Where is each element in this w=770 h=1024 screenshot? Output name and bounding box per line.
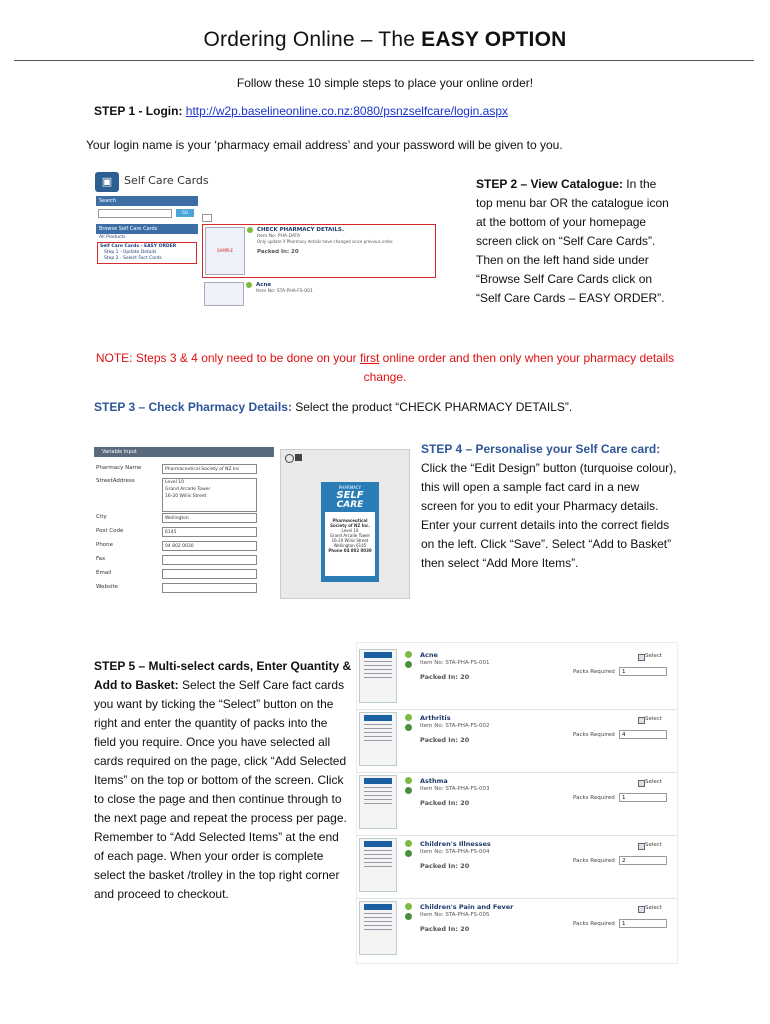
sc-acne-item: Item No: STA-PHA-FS-001 [256, 289, 313, 294]
sc-edit-icon[interactable] [247, 227, 253, 233]
select-checkbox[interactable] [638, 780, 645, 787]
var-input-pharmacy[interactable]: Pharmaceutical Society of NZ Inc [162, 464, 257, 474]
packs-label: Packs Required [573, 732, 615, 738]
packs-input[interactable]: 1 [619, 667, 667, 676]
sc-header [94, 170, 434, 194]
var-input-phone[interactable]: 04 802 0030 [162, 541, 257, 551]
product-item: Item No: STA-PHA-FS-005 [420, 912, 490, 918]
card-details: Pharmaceutical Society of NZ Inc. Level 10 Grand Arcade Tower 16-20 Willis Street Wellington 6145 Phone 04 802 0030 [325, 512, 375, 576]
info-icon[interactable] [405, 661, 412, 668]
sc-sidebar [96, 196, 198, 296]
card-top-label: PHARMACY [338, 485, 362, 490]
info-icon[interactable] [405, 913, 412, 920]
sc-product-name: CHECK PHARMACY DETAILS. [257, 227, 344, 233]
product-thumb [359, 901, 397, 955]
note-first: first [359, 351, 380, 365]
info-icon[interactable] [405, 787, 412, 794]
sc-product-desc: Only update if Pharmacy details have changed since previous order. [257, 239, 394, 244]
sc-search-input[interactable] [98, 209, 172, 218]
sc-step2-link[interactable]: Step 2 - Select Fact Cards [104, 256, 162, 261]
sc-product-pack: Packed In: 20 [257, 249, 299, 255]
select-label: Select [645, 779, 662, 785]
select-label: Select [645, 842, 662, 848]
select-label: Select [645, 716, 662, 722]
multi-select-screenshot [356, 642, 678, 964]
sc-go-button[interactable]: GO [176, 209, 194, 217]
edit-icon[interactable] [405, 651, 412, 658]
note-text: NOTE: Steps 3 & 4 only need to be done on your first online order and then only when your pharmacy details change. [95, 351, 675, 384]
select-label: Select [645, 653, 662, 659]
sc-easy-order-link[interactable]: Self Care Cards - EASY ORDER [100, 244, 177, 249]
select-checkbox[interactable] [638, 843, 645, 850]
edit-icon[interactable] [405, 903, 412, 910]
card-self: SELF [336, 490, 364, 501]
sc-acne-icon[interactable] [246, 282, 252, 288]
product-name: Arthritis [420, 714, 451, 722]
sc-view-toggle[interactable] [202, 214, 212, 222]
edit-icon[interactable] [405, 714, 412, 721]
product-pack: Packed In: 20 [420, 673, 470, 681]
var-input-website[interactable] [162, 583, 257, 593]
edit-icon[interactable] [405, 840, 412, 847]
product-thumb [359, 712, 397, 766]
product-item: Item No: STA-PHA-FS-002 [420, 723, 490, 729]
intro-text: Follow these 10 simple steps to place your online order! [236, 76, 534, 90]
var-label: Pharmacy Name [96, 465, 142, 471]
product-row [357, 836, 677, 899]
sc-step1-link[interactable]: Step 1 - Update Details [104, 250, 157, 255]
var-header: Variable Input [94, 447, 274, 457]
step4-text: STEP 4 – Personalise your Self Care card: Click the “Edit Design” button (turquoise colour), this will open a sample fact card in a new screen for you to edit your Pharmacy details. Enter your current details into the correct fields on the left. Click “Save”. Select “Add to Basket” then select “Add More Items”. [421, 442, 677, 570]
product-item: Item No: STA-PHA-FS-001 [420, 660, 490, 666]
var-label: Website [96, 584, 118, 590]
product-row [357, 773, 677, 836]
catalogue-icon: ▣ [95, 172, 119, 192]
variable-input-screenshot [94, 447, 408, 597]
product-pack: Packed In: 20 [420, 799, 470, 807]
self-care-cards-screenshot [94, 170, 434, 305]
var-input-postcode[interactable]: 6145 [162, 527, 257, 537]
packs-label: Packs Required [573, 921, 615, 927]
sc-easy-order-box [97, 242, 197, 264]
step1-label: STEP 1 - Login: [94, 104, 183, 118]
select-checkbox[interactable] [638, 654, 645, 661]
step4-label: STEP 4 – Personalise your Self Care card: [421, 442, 661, 456]
step3-text: STEP 3 – Check Pharmacy Details: Select the product “CHECK PHARMACY DETAILS”. [94, 400, 573, 414]
sc-search-header: Search [96, 196, 198, 206]
product-thumb [359, 775, 397, 829]
sc-browse-header: Browse Self Care Cards [96, 224, 198, 234]
var-input-address[interactable]: Level 10 Grand Arcade Tower 16-20 Willis Street [162, 478, 257, 512]
var-label: Phone [96, 542, 114, 548]
product-name: Acne [420, 651, 438, 659]
page-title: Ordering Online – The EASY OPTION [203, 28, 567, 51]
product-row [357, 647, 677, 710]
info-icon[interactable] [405, 724, 412, 731]
packs-input[interactable]: 1 [619, 919, 667, 928]
packs-label: Packs Required [573, 795, 615, 801]
packs-input[interactable]: 1 [619, 793, 667, 802]
step5-text: STEP 5 – Multi-select cards, Enter Quantity & Add to Basket: Select the Self Care fact cards you want by ticking the “Select” button on the right and enter the quantity of packs into the field you require. Once you have selected all cards required on the page, click “Add Selected Items” on the top or bottom of the screen. Click to close the page and then continue through to the next page and repeat the process per page. Remember to “Add Selected Items” at the end of each page. When your order is complete select the basket /trolley in the top right corner and proceed to checkout. [94, 659, 352, 901]
title-divider [14, 60, 754, 61]
sc-acne-thumb [204, 282, 244, 306]
var-label: Post Code [96, 528, 124, 534]
var-input-fax[interactable] [162, 555, 257, 565]
product-pack: Packed In: 20 [420, 736, 470, 744]
edit-icon[interactable] [405, 777, 412, 784]
product-thumb [359, 649, 397, 703]
step1-note: Your login name is your ‘pharmacy email address’ and your password will be given to you. [86, 138, 563, 152]
step3-label: STEP 3 – Check Pharmacy Details: [94, 400, 292, 414]
var-label: StreetAddress [96, 478, 135, 484]
select-checkbox[interactable] [638, 906, 645, 913]
select-checkbox[interactable] [638, 717, 645, 724]
sample-card [321, 482, 379, 582]
info-icon[interactable] [405, 850, 412, 857]
product-name: Children's Illnesses [420, 840, 491, 848]
sc-acne-name: Acne [256, 282, 272, 288]
var-label: Email [96, 570, 112, 576]
var-label: City [96, 514, 107, 520]
square-icon[interactable] [295, 454, 302, 461]
product-row [357, 710, 677, 773]
var-label: Fax [96, 556, 106, 562]
var-input-city[interactable]: Wellington [162, 513, 257, 523]
card-preview [280, 449, 410, 599]
sc-check-details-row[interactable] [202, 224, 436, 278]
packs-input[interactable]: 4 [619, 730, 667, 739]
product-pack: Packed In: 20 [420, 862, 470, 870]
sc-product-item: Item No: PHA-DATA [257, 234, 301, 239]
sc-all-products[interactable]: All Products [99, 235, 126, 240]
product-item: Item No: STA-PHA-FS-004 [420, 849, 490, 855]
step2-label: STEP 2 – View Catalogue: [476, 177, 623, 191]
packs-input[interactable]: 2 [619, 856, 667, 865]
step5-label: STEP 5 – Multi-select cards, Enter Quantity & Add to Basket: [94, 659, 352, 692]
sc-app-title: Self Care Cards [124, 174, 209, 187]
login-link[interactable]: http://w2p.baselineonline.co.nz:8080/psnzselfcare/login.aspx [185, 104, 509, 118]
product-item: Item No: STA-PHA-FS-003 [420, 786, 490, 792]
zoom-icon[interactable] [285, 454, 294, 463]
card-care: CARE [336, 500, 364, 510]
step1-line [94, 102, 508, 121]
product-name: Asthma [420, 777, 448, 785]
var-input-email[interactable] [162, 569, 257, 579]
select-label: Select [645, 905, 662, 911]
product-row [357, 899, 677, 961]
product-thumb [359, 838, 397, 892]
packs-label: Packs Required [573, 858, 615, 864]
packs-label: Packs Required [573, 669, 615, 675]
step2-text: STEP 2 – View Catalogue: In the top menu bar OR the catalogue icon at the bottom of your homepage screen click on “Self Care Cards”. Then on the left hand side under “Browse Self Care Cards click on “Self Care Cards – EASY ORDER”. [476, 177, 669, 305]
product-pack: Packed In: 20 [420, 925, 470, 933]
sc-sample-thumb: SAMPLE [205, 227, 245, 275]
sc-acne-row[interactable] [202, 282, 434, 304]
product-name: Children's Pain and Fever [420, 903, 514, 911]
